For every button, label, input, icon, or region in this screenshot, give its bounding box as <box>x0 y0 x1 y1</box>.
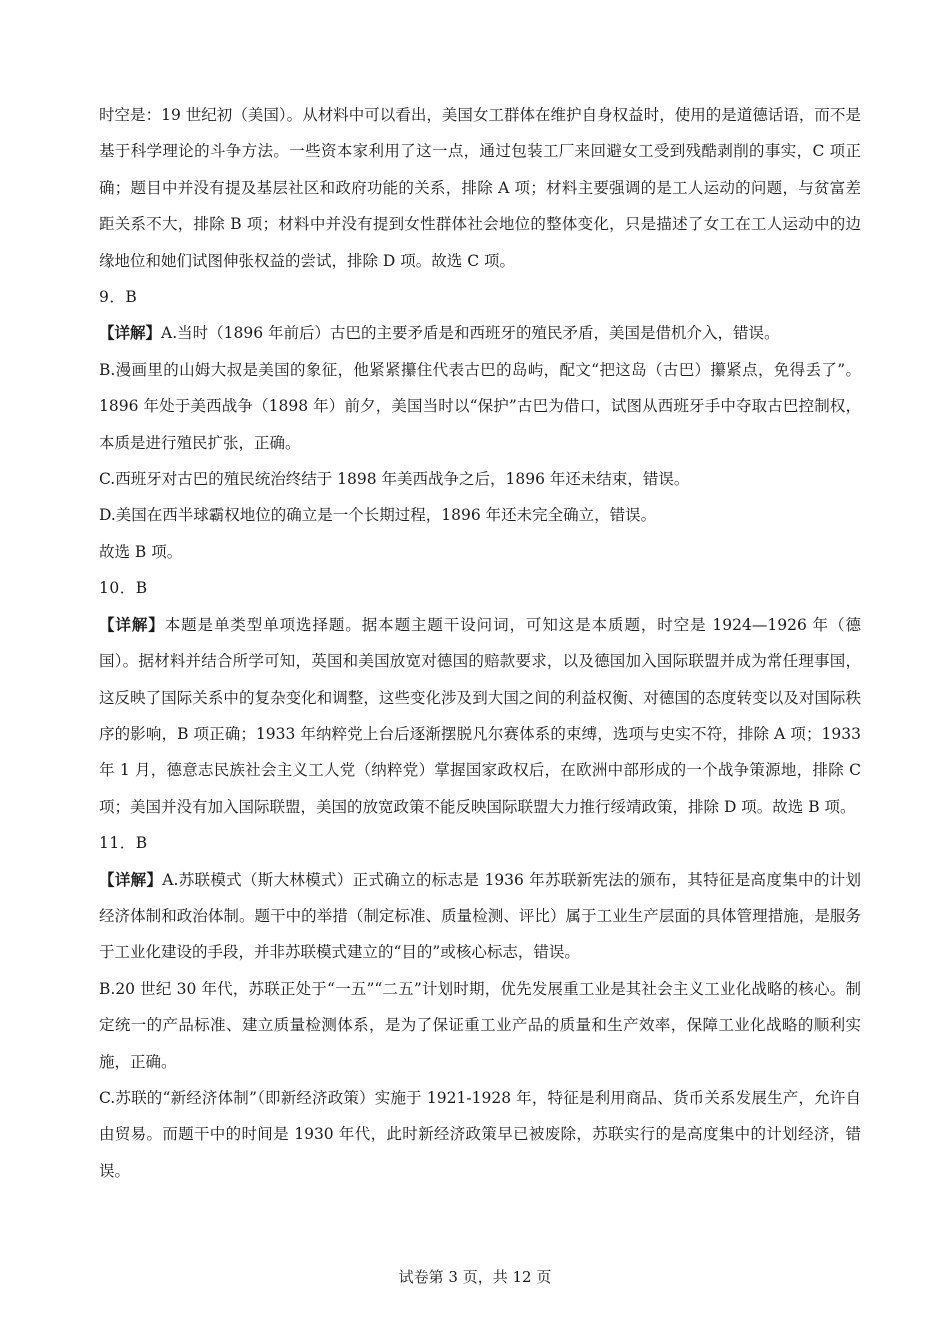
text-line: B.20 世纪 30 年代，苏联正处于“一五”“二五”计划时期，优先发展重工业是其社会主义工业化战略的核心。 <box>99 979 846 998</box>
text-line: 国）。据材料并结合所学可知，英国和美国放宽对德国的赔款要求，以及德国加入国际联盟并成为常任理事 <box>99 652 830 671</box>
question-9-conclusion: 故选 B 项。 <box>99 542 183 561</box>
question-11-option-b <box>99 971 861 1080</box>
question-9-number: 9．B <box>99 288 138 307</box>
text-line: A.苏联模式（斯大林模式）正式确立的标志是 1936 年苏联新宪法的颁布，其特征是高度集中的计 <box>162 870 846 889</box>
text-line: 是服务于工业化建设的手段，并非苏联模式建立的“目的”或核心标志，错误。 <box>99 906 861 962</box>
answer-content <box>99 97 861 1189</box>
text-line: 与贫富差距关系不大，排除 B 项；材料中并没有提到女性群体社会地位的整体变化，只是描述了女工在工 <box>99 178 861 234</box>
text-line: 错误。 <box>99 1125 861 1180</box>
text-line: 不是基于科学理论的斗争方法。一些资本家利用了这一点，通过包装工厂来回避女工受到残酷剥削的事实， <box>99 106 861 161</box>
intro-paragraph <box>99 97 861 279</box>
text-line: 排除 D 项。故选 B 项。 <box>688 797 856 816</box>
text-line: 人运动中的边缘地位和她们试图伸张权益的尝试，排除 D 项。故选 C 项。 <box>99 215 861 270</box>
question-9-option-d: D.美国在西半球霸权地位的确立是一个长期过程，1896 年还未完全确立，错误。 <box>99 506 657 525</box>
text-line: B.漫画里的山姆大叔是美国的象征，他紧紧攥住代表古巴的岛屿，配文“把这岛（古巴）攥紧点，免得丢 <box>99 360 822 379</box>
text-line: 除 A 项；1933 年 1 月，德意志民族社会主义工人党（纳粹党）掌握国家政权后，在欧洲中部形成的一个战 <box>99 724 861 780</box>
question-11-option-c <box>99 1080 861 1189</box>
text-line: C.苏联的“新经济体制”（即新经济政策）实施于 1921-1928 年，特征是利用商品、货币关系发展生产，允许 <box>99 1088 846 1107</box>
detail-tag: 【详解】 <box>99 614 165 634</box>
question-11-number: 11．B <box>99 834 148 853</box>
text-line: 制定统一的产品标准、建立质量检测体系，是为了保证重工业产品的质量和生产效率，保障工业化战略的 <box>99 979 861 1035</box>
text-line: 及对国际秩序的影响，B 项正确；1933 年纳粹党上台后逐渐摆脱凡尔赛体系的束缚，选项与史实不符，排 <box>99 688 861 743</box>
text-line: A.当时（1896 年前后）古巴的主要矛盾是和西班牙的殖民矛盾，美国是借机介入，错误。 <box>161 324 780 343</box>
text-line: 时空是：19 世纪初（美国）。从材料中可以看出，美国女工群体在维护自身权益时，使用的是道德话语，而 <box>99 106 830 124</box>
text-line: 了”。1896 年处于美西战争（1898 年）前夕，美国当时以“保护”古巴为借口，试图从西班牙手中夺取古巴控 <box>99 360 861 416</box>
detail-tag: 【详解】 <box>99 323 162 343</box>
question-11-option-a <box>99 862 861 971</box>
question-9-option-c: C.西班牙对古巴的殖民统治终结于 1898 年美西战争之后，1896 年还未结束，错误。 <box>99 470 690 489</box>
text-line: 自由贸易。而题干中的时间是 1930 年代，此时新经济政策早已被废除，苏联实行的是高度集中的计划经济， <box>99 1088 861 1144</box>
question-9-option-a <box>99 315 861 351</box>
text-line: 顺利实施，正确。 <box>99 1016 861 1071</box>
detail-tag: 【详解】 <box>99 869 163 889</box>
text-line: 争策源地，排除 C 项；美国并没有加入国际联盟，美国的放宽政策不能反映国际联盟大力推行绥靖政策， <box>99 761 861 816</box>
text-line: 本题是单类型单项选择题。据本题主题干设问词，可知这是本质题，时空是 1924—1926 年（德 <box>164 615 861 634</box>
text-line: 国，这反映了国际关系中的复杂变化和调整，这些变化涉及到大国之间的利益权衡、对德国的态度转变以 <box>99 652 861 707</box>
text-line: C 项正确；题目中并没有提及基层社区和政府功能的关系，排除 A 项；材料主要强调的是工人运动的问题， <box>99 142 861 197</box>
text-line: 制权，本质是进行殖民扩张，正确。 <box>99 397 861 452</box>
question-9-option-b <box>99 352 861 461</box>
question-10-number: 10．B <box>99 579 148 598</box>
page-footer: 试卷第 3 页，共 12 页 <box>398 1268 552 1286</box>
question-10-detail <box>99 607 861 825</box>
text-line: 划经济体制和政治体制。题干中的举措（制定标准、质量检测、评比）属于工业生产层面的具体管理措施， <box>99 870 861 925</box>
